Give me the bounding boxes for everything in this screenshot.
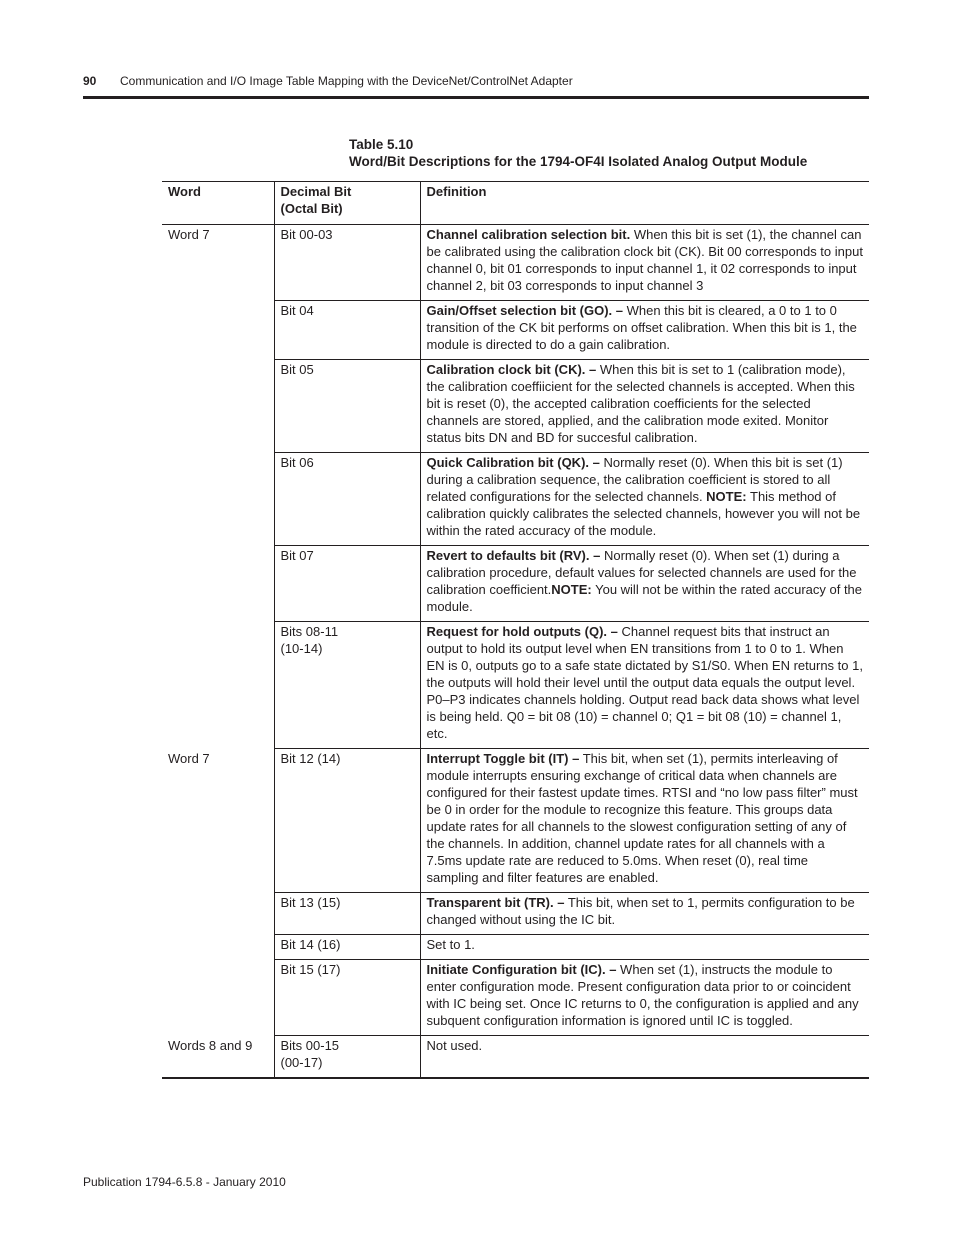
definition-text-cont: You will not be within the rated accuracy of the module. <box>426 582 863 614</box>
word-bit-table <box>162 181 869 1079</box>
definition-cell <box>420 960 869 1036</box>
table-row <box>162 1036 869 1079</box>
definition-term: Initiate Configuration bit (IC). – <box>426 962 617 977</box>
table-title: Word/Bit Descriptions for the 1794-OF4I Isolated Analog Output Module <box>349 154 808 169</box>
header-bit-line2: (Octal Bit) <box>280 201 343 216</box>
bit-cell <box>274 360 420 453</box>
definition-term: Interrupt Toggle bit (IT) – <box>426 751 580 766</box>
definition-cell <box>420 301 869 360</box>
definition-text: When set (1), instructs the module to enter configuration mode. Present configuration data prior to or coincident with IC being set. Once IC returns to 0, the configuration is applied and any subquent configuration information is ignored until IC is toggled. <box>426 962 859 1028</box>
definition-cell <box>420 749 869 893</box>
definition-text: This bit, when set to 1, permits configuration to be changed without using the IC bit. <box>426 895 855 927</box>
bit-cell <box>274 960 420 1036</box>
definition-cell <box>420 1036 869 1079</box>
definition-term: Gain/Offset selection bit (GO). – <box>426 303 623 318</box>
definition-term: Channel calibration selection bit. <box>426 227 631 242</box>
bit-cell <box>274 622 420 749</box>
definition-term: Quick Calibration bit (QK). – <box>426 455 600 470</box>
bit-cell <box>274 935 420 960</box>
page-number: 90 <box>83 74 97 88</box>
table-header-row <box>162 182 869 225</box>
definition-cell <box>420 453 869 546</box>
running-header <box>83 74 869 88</box>
octal-bit-label: (00-17) <box>280 1055 323 1070</box>
running-title: Communication and I/O Image Table Mapping with the DeviceNet/ControlNet Adapter <box>120 74 573 88</box>
bit-label: Bit 15 (17) <box>280 962 341 977</box>
header-rule <box>83 96 869 99</box>
definition-cell <box>420 622 869 749</box>
definition-term: Transparent bit (TR). – <box>426 895 565 910</box>
definition-note: NOTE: <box>551 582 592 597</box>
definition-text: This bit, when set (1), permits interleaving of module interrupts ensuring exchange of critical data when channels are configured for their fastest update times. RTSI and “no low pass filter” must be 0 in order for the module to recognize this feature. This groups data update rates for all channels to the slowest configuration setting of any of the channels. In addition, channel update rates for all channels with a 7.5ms update rate are reduced to 5.0ms. When reset (0), real time sampling and filter features are enabled. <box>426 751 858 885</box>
bit-cell <box>274 749 420 893</box>
word-cell: Words 8 and 9 <box>162 1036 274 1079</box>
definition-text: Set to 1. <box>426 937 475 952</box>
word-cell: Word 7 <box>168 227 210 242</box>
bit-cell <box>274 893 420 935</box>
definition-note: NOTE: <box>706 489 747 504</box>
header-word: Word <box>162 182 274 225</box>
definition-text: When this bit is set to 1 (calibration mode), the calibration coeffiicient for the selected channels is accepted. When this bit is reset (0), the accepted calibration coefficients for the selected channels are stored, applied, and the calibration mode exited. Monitor status bits DN and BD for succesful calibration. <box>426 362 855 445</box>
publication-footer: Publication 1794-6.5.8 - January 2010 <box>83 1175 286 1189</box>
bit-label: Bit 13 (15) <box>280 895 341 910</box>
definition-text: Normally reset (0). When set (1) during a calibration procedure, default values for selected channels are used for the calibration coefficient. <box>426 548 857 597</box>
bit-label: Bit 06 <box>280 455 314 470</box>
bit-cell <box>274 225 420 301</box>
bit-cell <box>274 1036 420 1079</box>
definition-cell <box>420 935 869 960</box>
definition-cell <box>420 546 869 622</box>
definition-text-cont: This method of calibration quickly calibrates the selected channels, however you will not be within the rated accuracy of the module. <box>426 489 861 538</box>
bit-cell <box>274 301 420 360</box>
table-label: Table 5.10 <box>349 137 414 152</box>
bit-label: Bit 00-03 <box>280 227 333 242</box>
bit-label: Bit 12 (14) <box>280 751 341 766</box>
bit-label: Bit 05 <box>280 362 314 377</box>
bit-label: Bit 14 (16) <box>280 937 341 952</box>
bit-cell <box>274 453 420 546</box>
table-row <box>162 749 869 893</box>
definition-text: When this bit is set (1), the channel can be calibrated using the calibration clock bit (CK). Bit 00 corresponds to input channel 0, bit 01 corresponds to input channel 1, it 02 corresponds to input channel 2, bit 03 corresponds to input channel 3 <box>426 227 863 293</box>
bit-label: Bits 08-11 <box>280 624 339 639</box>
header-bit <box>274 182 420 225</box>
definition-term: Request for hold outputs (Q). – <box>426 624 618 639</box>
table-body <box>162 225 869 1079</box>
bit-cell <box>274 546 420 622</box>
definition-term: Revert to defaults bit (RV). – <box>426 548 601 563</box>
table-row <box>162 225 869 301</box>
definition-text: When this bit is cleared, a 0 to 1 to 0 transition of the CK bit performs on offset calibration. When this bit is 1, the module is directed to do a gain calibration. <box>426 303 857 352</box>
table-caption <box>349 136 869 170</box>
bit-label: Bits 00-15 <box>280 1038 340 1053</box>
definition-text: Channel request bits that instruct an output to hold its output level when EN transitions from 1 to 0 to 1. When EN is 0, outputs go to a safe state dictated by S1/S0. When EN returns to 1, the outputs will hold their level until the output data equals the output level. P0–P3 indicates channels holding. Output read back data shows what level is being held. Q0 = bit 08 (10) = channel 0; Q1 = bit 08 (10) = channel 1, etc. <box>426 624 863 741</box>
header-definition: Definition <box>420 182 869 225</box>
header-bit-line1: Decimal Bit <box>280 184 352 199</box>
bit-label: Bit 04 <box>280 303 314 318</box>
octal-bit-label: (10-14) <box>280 641 323 656</box>
word-cell: Word 7 <box>168 750 210 766</box>
definition-cell <box>420 225 869 301</box>
definition-cell <box>420 360 869 453</box>
definition-term: Calibration clock bit (CK). – <box>426 362 597 377</box>
definition-cell <box>420 893 869 935</box>
bit-label: Bit 07 <box>280 548 314 563</box>
definition-text: Normally reset (0). When this bit is set (1) during a calibration sequence, the calibration coefficient is stored to all related configurations for the selected channels. <box>426 455 843 504</box>
definition-text: Not used. <box>426 1038 483 1053</box>
